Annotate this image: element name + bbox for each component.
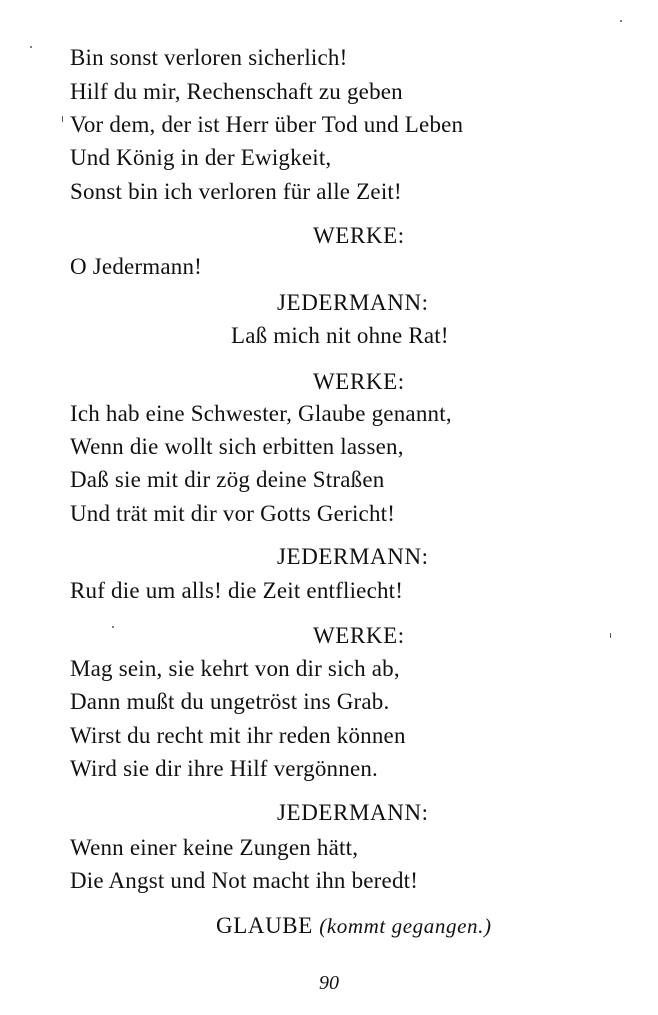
- verse-line: Vor dem, der ist Herr über Tod und Leben: [70, 112, 464, 137]
- speaker-heading: WERKE:: [313, 369, 405, 394]
- print-speck: [30, 46, 32, 48]
- verse-line: O Jedermann!: [70, 254, 203, 279]
- verse-line: Und trät mit dir vor Gotts Gericht!: [70, 501, 396, 526]
- verse-line: Mag sein, sie kehrt von dir sich ab,: [70, 656, 400, 681]
- speaker-heading: JEDERMANN:: [277, 290, 429, 315]
- verse-line: Ich hab eine Schwester, Glaube genannt,: [70, 401, 452, 426]
- print-speck: [620, 20, 622, 22]
- speaker-heading: WERKE:: [313, 223, 405, 248]
- verse-line: Ruf die um alls! die Zeit entfliecht!: [70, 578, 404, 603]
- print-speck: [610, 633, 611, 638]
- verse-line: Dann mußt du ungetröst ins Grab.: [70, 689, 390, 714]
- speaker-heading: JEDERMANN:: [277, 800, 429, 825]
- speaker-heading: JEDERMANN:: [277, 544, 429, 569]
- verse-line: Bin sonst verloren sicherlich!: [70, 45, 348, 70]
- page-number: 90: [319, 972, 339, 994]
- verse-line: Hilf du mir, Rechenschaft zu geben: [70, 79, 403, 104]
- verse-line: Daß sie mit dir zög deine Straßen: [70, 467, 385, 492]
- print-speck: [112, 626, 114, 628]
- speaker-heading: WERKE:: [313, 623, 405, 648]
- stage-entry: [216, 912, 492, 940]
- speaker-heading: GLAUBE: [216, 913, 313, 938]
- verse-line: Wenn die wollt sich erbitten lassen,: [70, 434, 404, 459]
- stage-direction: (kommt gegangen.): [319, 914, 492, 938]
- verse-line: Und König in der Ewigkeit,: [70, 145, 332, 170]
- verse-line: Die Angst und Not macht ihn beredt!: [70, 868, 419, 893]
- verse-line: Wird sie dir ihre Hilf vergönnen.: [70, 756, 379, 781]
- verse-line: Wenn einer keine Zungen hätt,: [70, 835, 359, 860]
- verse-line: Laß mich nit ohne Rat!: [231, 323, 449, 348]
- verse-line: Wirst du recht mit ihr reden können: [70, 723, 406, 748]
- verse-line: Sonst bin ich verloren für alle Zeit!: [70, 179, 402, 204]
- print-speck: [62, 116, 63, 122]
